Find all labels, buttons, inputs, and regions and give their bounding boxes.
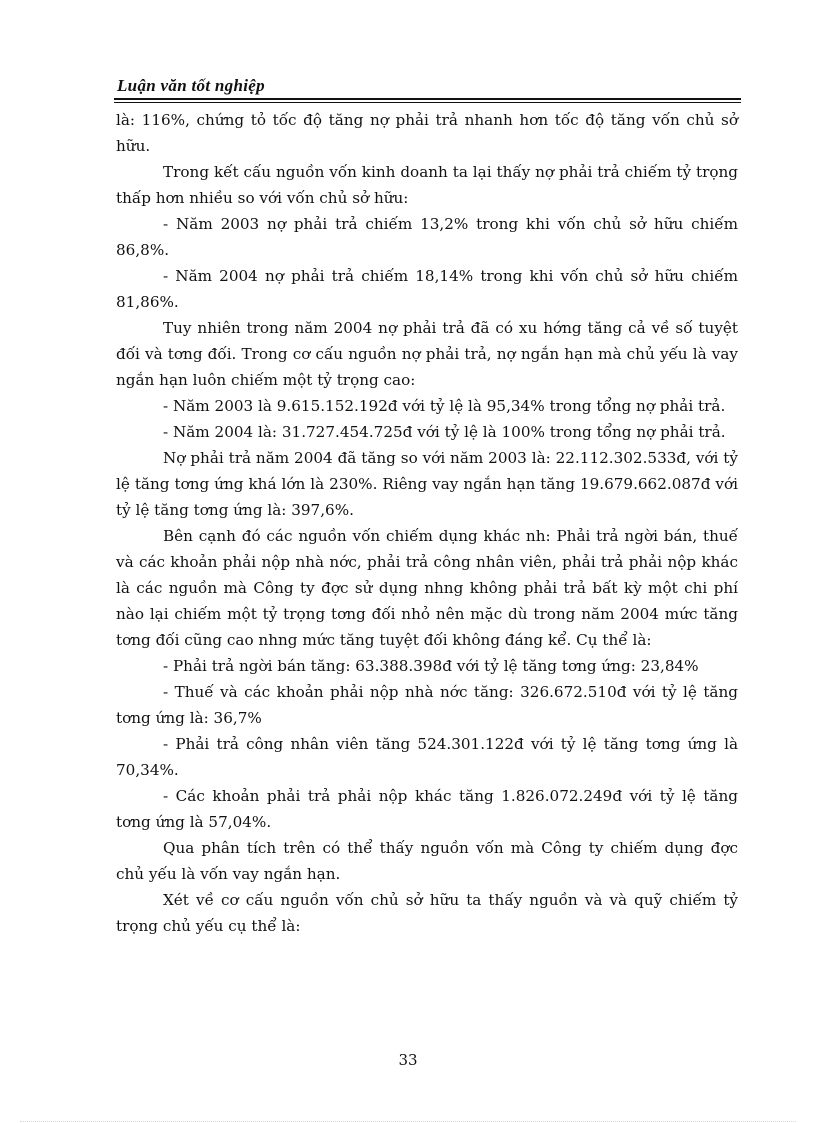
list-item: - Thuế và các khoản phải nộp nhà nớc tăng: 326.672.510đ với tỷ lệ tăng tơng ứng là: 36,7% — [116, 683, 738, 727]
paragraph: Tuy nhiên trong năm 2004 nợ phải trả đã có xu hớng tăng cả về số tuyệt đối và tơng đối. Trong cơ cấu nguồn nợ phải trả, nợ ngắn hạn mà chủ yếu là vay ngắn hạn luôn chiếm một tỷ trọng cao: — [116, 319, 738, 389]
list-item: - Năm 2003 là 9.615.152.192đ với tỷ lệ là 95,34% trong tổng nợ phải trả. — [163, 397, 726, 415]
page-number: 33 — [398, 1051, 418, 1069]
paragraph: là: 116%, chứng tỏ tốc độ tăng nợ phải trả nhanh hơn tốc độ tăng vốn chủ sở hữu. — [116, 111, 738, 155]
list-item: - Phải trả công nhân viên tăng 524.301.122đ với tỷ lệ tăng tơng ứng là 70,34%. — [116, 735, 738, 779]
list-item: - Phải trả ngời bán tăng: 63.388.398đ với tỷ lệ tăng tơng ứng: 23,84% — [163, 657, 699, 675]
paragraph: Bên cạnh đó các nguồn vốn chiếm dụng khác nh: Phải trả ngời bán, thuế và các khoản phải nộp nhà nớc, phải trả công nhân viên, phải trả phải nộp khác là các nguồn mà Công ty đợc sử dụng nhng không phải trả bất kỳ một chi phí nào lại chiếm một tỷ trọng tơng đối nhỏ nên mặc dù trong năm 2004 mức tăng tơng đối cũng cao nhng mức tăng tuyệt đối không đáng kể. Cụ thể là: — [116, 527, 738, 649]
paragraph: Xét về cơ cấu nguồn vốn chủ sở hữu ta thấy nguồn và và quỹ chiếm tỷ trọng chủ yếu cụ thể là: — [116, 891, 738, 935]
paragraph: Trong kết cấu nguồn vốn kinh doanh ta lại thấy nợ phải trả chiếm tỷ trọng thấp hơn nhiều so với vốn chủ sở hữu: — [116, 163, 738, 207]
list-item: - Năm 2003 nợ phải trả chiếm 13,2% trong khi vốn chủ sở hữu chiếm 86,8%. — [116, 215, 738, 259]
list-item: - Năm 2004 là: 31.727.454.725đ với tỷ lệ là 100% trong tổng nợ phải trả. — [163, 423, 726, 441]
paragraph: Qua phân tích trên có thể thấy nguồn vốn mà Công ty chiếm dụng đợc chủ yếu là vốn vay ngắn hạn. — [116, 839, 738, 883]
bottom-dotted-border — [20, 1121, 796, 1122]
list-item: - Các khoản phải trả phải nộp khác tăng 1.826.072.249đ với tỷ lệ tăng tơng ứng là 57,04%. — [116, 787, 738, 831]
header-rule-thick — [114, 98, 741, 100]
paragraph: Nợ phải trả năm 2004 đã tăng so với năm 2003 là: 22.112.302.533đ, với tỷ lệ tăng tơng ứng khá lớn là 230%. Riêng vay ngắn hạn tăng 19.679.662.087đ với tỷ lệ tăng tơng ứng là: 397,6%. — [116, 449, 738, 519]
list-item: - Năm 2004 nợ phải trả chiếm 18,14% trong khi vốn chủ sở hữu chiếm 81,86%. — [116, 267, 738, 311]
running-header: Luận văn tốt nghiệp — [117, 76, 265, 95]
header-rule-thin — [114, 102, 741, 103]
document-body — [116, 107, 738, 939]
